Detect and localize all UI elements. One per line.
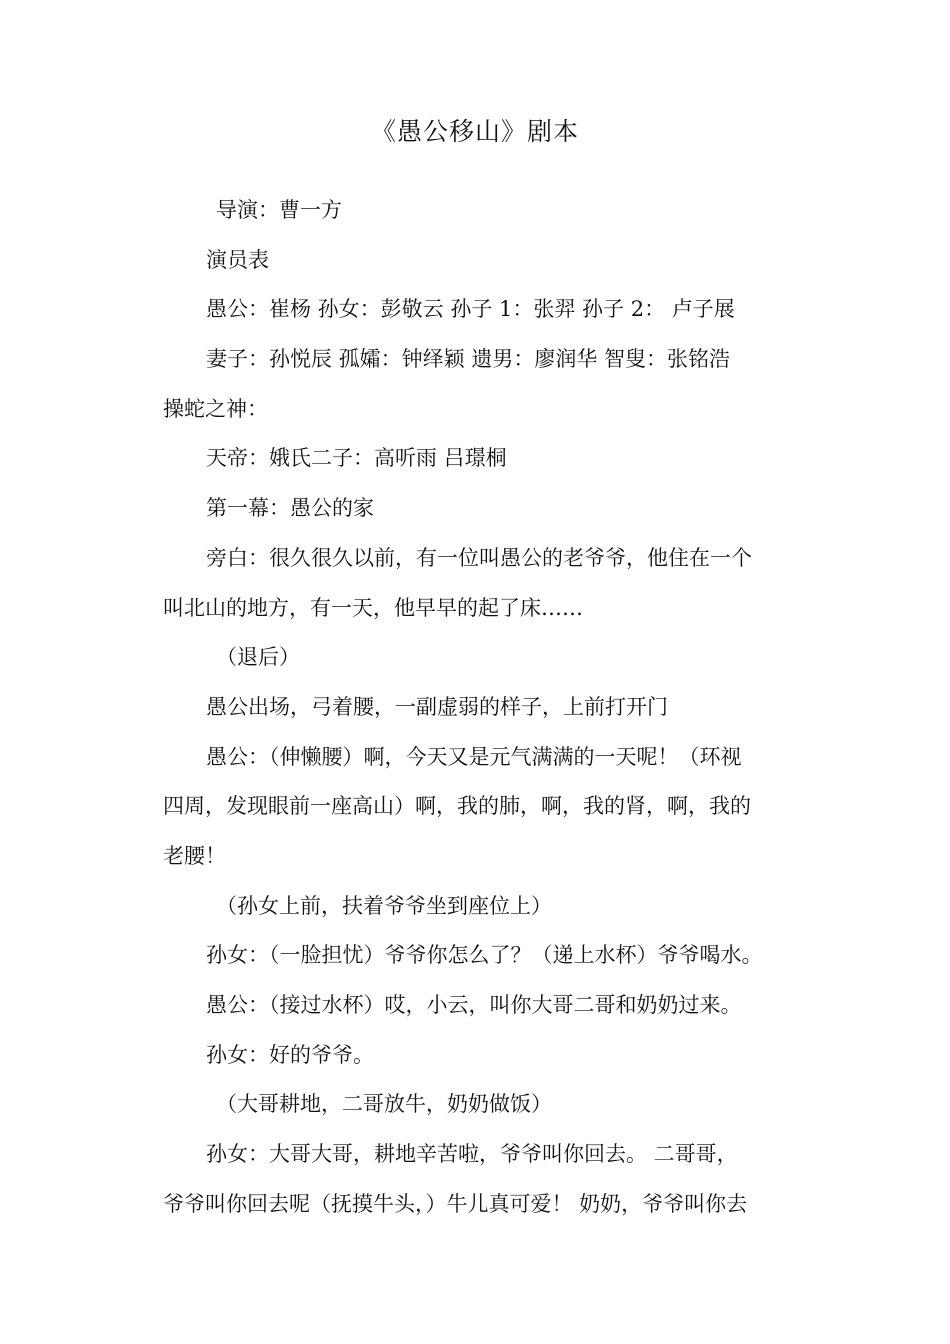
- director-line: 导演：曹一方: [216, 198, 342, 222]
- dialogue-line: 四周，发现眼前一座高山）啊，我的肺，啊，我的肾，啊，我的: [163, 794, 751, 819]
- cast-line: 天帝：娥氏二子：高听雨 吕璟桐: [206, 446, 507, 471]
- dialogue-line: 愚公：（接过水杯）哎，小云，叫你大哥二哥和奶奶过来。: [206, 993, 742, 1017]
- stage-direction: （大哥耕地，二哥放牛，奶奶做饭）: [216, 1092, 552, 1117]
- narration-line: 叫北山的地方，有一天，他早早的起了床……: [163, 595, 583, 620]
- stage-direction: 愚公出场，弓着腰，一副虚弱的样子，上前打开门: [206, 694, 668, 719]
- dialogue-line: 孙女：好的爷爷。: [206, 1042, 374, 1067]
- document-title: 《愚公移山》剧本: [370, 117, 579, 146]
- dialogue-line: 老腰！: [163, 843, 226, 868]
- narration-line: 旁白：很久很久以前，有一位叫愚公的老爷爷，他住在一个: [206, 545, 752, 570]
- cast-line: 愚公：崔杨 孙女：彭敬云 孙子 1：张羿 孙子 2： 卢子展: [206, 297, 735, 322]
- dialogue-line: 愚公：（伸懒腰）啊，今天又是元气满满的一天呢！（环视: [206, 744, 742, 769]
- stage-direction: （孙女上前，扶着爷爷坐到座位上）: [216, 893, 552, 918]
- cast-line: 妻子：孙悦辰 孤孀：钟绎颖 遗男：廖润华 智叟：张铭浩: [206, 347, 731, 372]
- cast-list-heading: 演员表: [206, 247, 269, 272]
- script-body: [163, 186, 793, 1229]
- act-heading: 第一幕：愚公的家: [206, 496, 374, 521]
- dialogue-line: 孙女：（一脸担忧）爷爷你怎么了？（递上水杯）爷爷喝水。: [206, 943, 763, 968]
- cast-line: 操蛇之神：: [163, 396, 268, 421]
- dialogue-line: 爷爷叫你回去呢（抚摸牛头，）牛儿真可爱！ 奶奶，爷爷叫你去: [163, 1191, 748, 1216]
- stage-direction: （退后）: [216, 645, 300, 670]
- dialogue-line: 孙女：大哥大哥，耕地辛苦啦，爷爷叫你回去。 二哥哥，: [206, 1142, 738, 1167]
